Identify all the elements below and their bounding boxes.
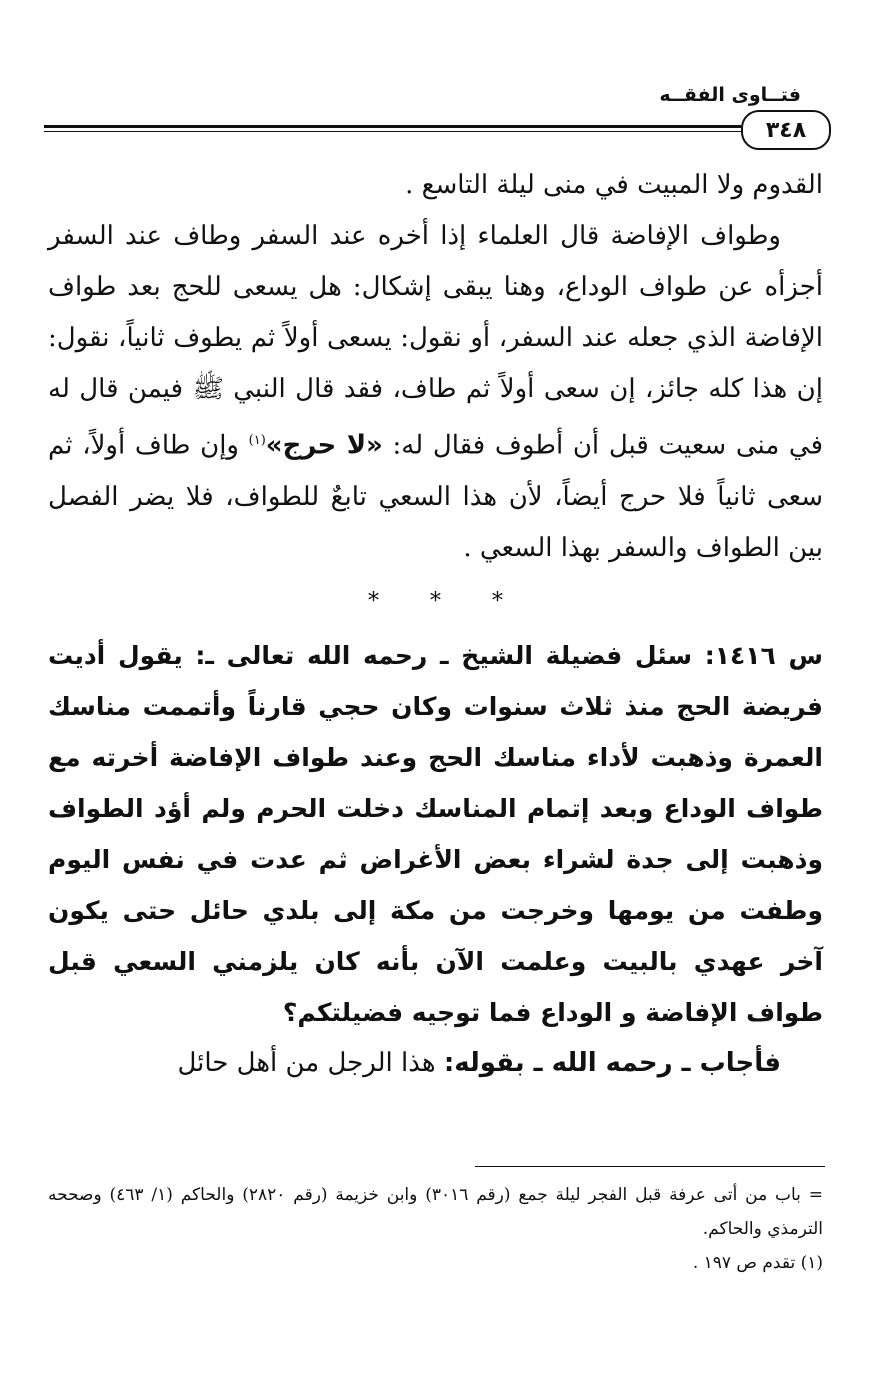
body-text xyxy=(48,160,823,1089)
question-text: س ١٤١٦: سئل فضيلة الشيخ ـ رحمه الله تعالى ـ: يقول أديت فريضة الحج منذ ثلاث سنوات وكان حجي قارناً وأتممت مناسك العمرة وذهبت لأداء مناسك الحج وعند طواف الإفاضة أخرته مع طواف الوداع وبعد إتمام المناسك دخلت الحرم ولم أؤد الطواف وذهبت إلى جدة لشراء بعض الأغراض ثم عدت في نفس اليوم وطفت من يومها وخرجت من مكة إلى بلدي حائل حتى يكون آخر عهدي بالبيت وعلمت الآن بأنه كان يلزمني السعي قبل طواف الإفاضة و الوداع فما توجيه فضيلتكم؟ xyxy=(48,640,824,1027)
footnotes xyxy=(48,1178,823,1280)
paragraph-2 xyxy=(48,211,823,574)
section-separator: * * * xyxy=(368,588,525,614)
header-rule xyxy=(44,125,741,132)
paragraph-2-rest: وإن طاف أولاً، ثم سعى ثانياً فلا حرج أيضاً، لأن هذا السعي تابعٌ للطواف، فلا يضر الفصل بين الطواف والسفر بهذا السعي . xyxy=(48,430,823,563)
answer-paragraph xyxy=(48,1038,823,1089)
running-title: فتــاوى الفقــه xyxy=(659,84,801,106)
footnote-continued: = باب من أتى عرفة قبل الفجر ليلة جمع (رقم ٣٠١٦) وابن خزيمة (رقم ٢٨٢٠) والحاكم (١/ ٤٦٣) وصححه الترمذي والحاكم. xyxy=(48,1185,823,1239)
answer-lead: فأجاب ـ رحمه الله ـ بقوله: xyxy=(443,1047,781,1078)
hadith-quote: «لا حرج» xyxy=(265,430,383,461)
footnote-rule xyxy=(475,1166,825,1167)
footnote-ref: (١) xyxy=(248,433,266,448)
page-number: ٣٤٨ xyxy=(741,110,831,150)
paragraph-1: القدوم ولا المبيت في منى ليلة التاسع . xyxy=(405,170,823,200)
paragraph-2-text: وطواف الإفاضة قال العلماء إذا أخره عند السفر وطاف عند السفر أجزأه عن طواف الوداع، وهنا يبقى إشكال: هل يسعى للحج بعد طواف الإفاضة الذي جعله عند السفر، أو نقول: يسعى أولاً ثم يطوف ثانياً، نقول: إن هذا كله جائز، إن سعى أولاً ثم طاف، فقد قال النبي ﷺ فيمن قال له في منى سعيت قبل أن أطوف فقال له: xyxy=(48,221,824,461)
footnote-1: (١) تقدم ص ١٩٧ . xyxy=(692,1253,823,1273)
answer-text: هذا الرجل من أهل حائل xyxy=(177,1047,436,1078)
